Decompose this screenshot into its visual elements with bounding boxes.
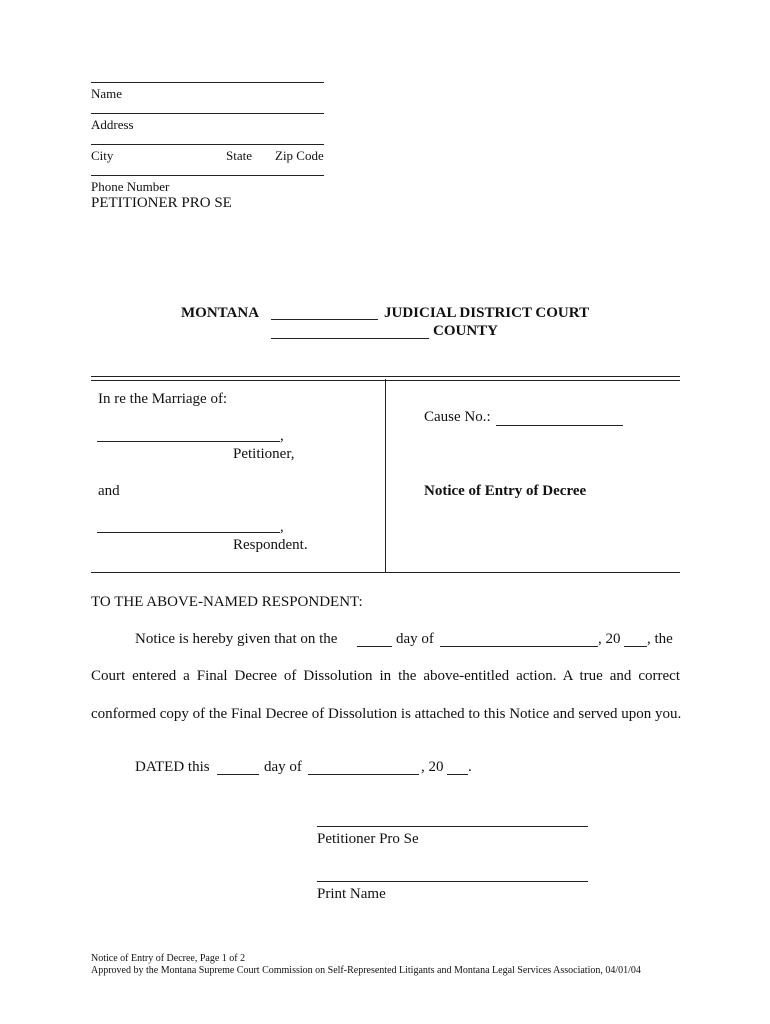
- entry-day-line[interactable]: [357, 646, 392, 647]
- petitioner-name-line[interactable]: [97, 441, 280, 442]
- county-label: COUNTY: [433, 323, 499, 339]
- footer: [91, 953, 641, 977]
- print-name-line[interactable]: [317, 881, 588, 882]
- print-name-label: Print Name: [317, 886, 386, 902]
- dated-text-part3: , 20: [421, 759, 444, 775]
- petitioner-label: Petitioner,: [233, 446, 295, 462]
- signature-line[interactable]: [317, 826, 588, 827]
- entry-year-line[interactable]: [624, 646, 647, 647]
- notice-text-line3: conformed copy of the Final Decree of Dissolution is attached to this Notice and served upon you.: [91, 706, 682, 722]
- signature-label: Petitioner Pro Se: [317, 831, 419, 847]
- phone-line[interactable]: [91, 175, 324, 176]
- name-line[interactable]: [91, 82, 324, 83]
- caption-bottom-rule: [91, 572, 680, 573]
- name-label: Name: [91, 86, 123, 101]
- respondent-name-line[interactable]: [97, 532, 280, 533]
- notice-text-part1: Notice is hereby given that on the: [135, 631, 338, 647]
- respondent-label: Respondent.: [233, 537, 308, 553]
- footer-approval: Approved by the Montana Supreme Court Commission on Self-Represented Litigants and Montana Legal Services Association, 04/01/04: [91, 965, 641, 976]
- dated-month-line[interactable]: [308, 774, 419, 775]
- entry-month-line[interactable]: [440, 646, 598, 647]
- in-re-label: In re the Marriage of:: [98, 391, 228, 407]
- dated-text-part2: day of: [264, 759, 302, 775]
- district-number-line[interactable]: [271, 319, 378, 320]
- dated-text-part4: .: [468, 759, 472, 775]
- footer-page-info: Notice of Entry of Decree, Page 1 of 2: [91, 953, 246, 964]
- notice-text-part3: , 20: [598, 631, 621, 647]
- dated-year-line[interactable]: [447, 774, 468, 775]
- notice-text-line2: Court entered a Final Decree of Dissolution in the above-entitled action. A true and correct: [91, 668, 680, 684]
- salutation: TO THE ABOVE-NAMED RESPONDENT:: [91, 594, 363, 610]
- respondent-comma: ,: [280, 519, 284, 535]
- phone-label: Phone Number: [91, 179, 170, 194]
- county-name-line[interactable]: [271, 338, 429, 339]
- notice-text-part2: day of: [396, 631, 434, 647]
- cause-label: Cause No.:: [424, 409, 491, 425]
- caption-divider: [385, 379, 386, 572]
- zip-label: Zip Code: [275, 148, 324, 163]
- dated-day-line[interactable]: [217, 774, 259, 775]
- document-title: Notice of Entry of Decree: [424, 483, 587, 499]
- notice-text-part4: , the: [647, 631, 673, 647]
- dated-text-part1: DATED this: [135, 759, 210, 775]
- party-role: PETITIONER PRO SE: [91, 195, 232, 211]
- city-state-zip-line[interactable]: [91, 144, 324, 145]
- address-label: Address: [91, 117, 134, 132]
- state-name: MONTANA: [181, 305, 260, 321]
- court-name: JUDICIAL DISTRICT COURT: [384, 305, 590, 321]
- and-label: and: [98, 483, 120, 499]
- petitioner-comma: ,: [280, 428, 284, 444]
- cause-number-line[interactable]: [496, 425, 623, 426]
- city-label: City: [91, 148, 114, 163]
- address-line[interactable]: [91, 113, 324, 114]
- state-label: State: [226, 148, 252, 163]
